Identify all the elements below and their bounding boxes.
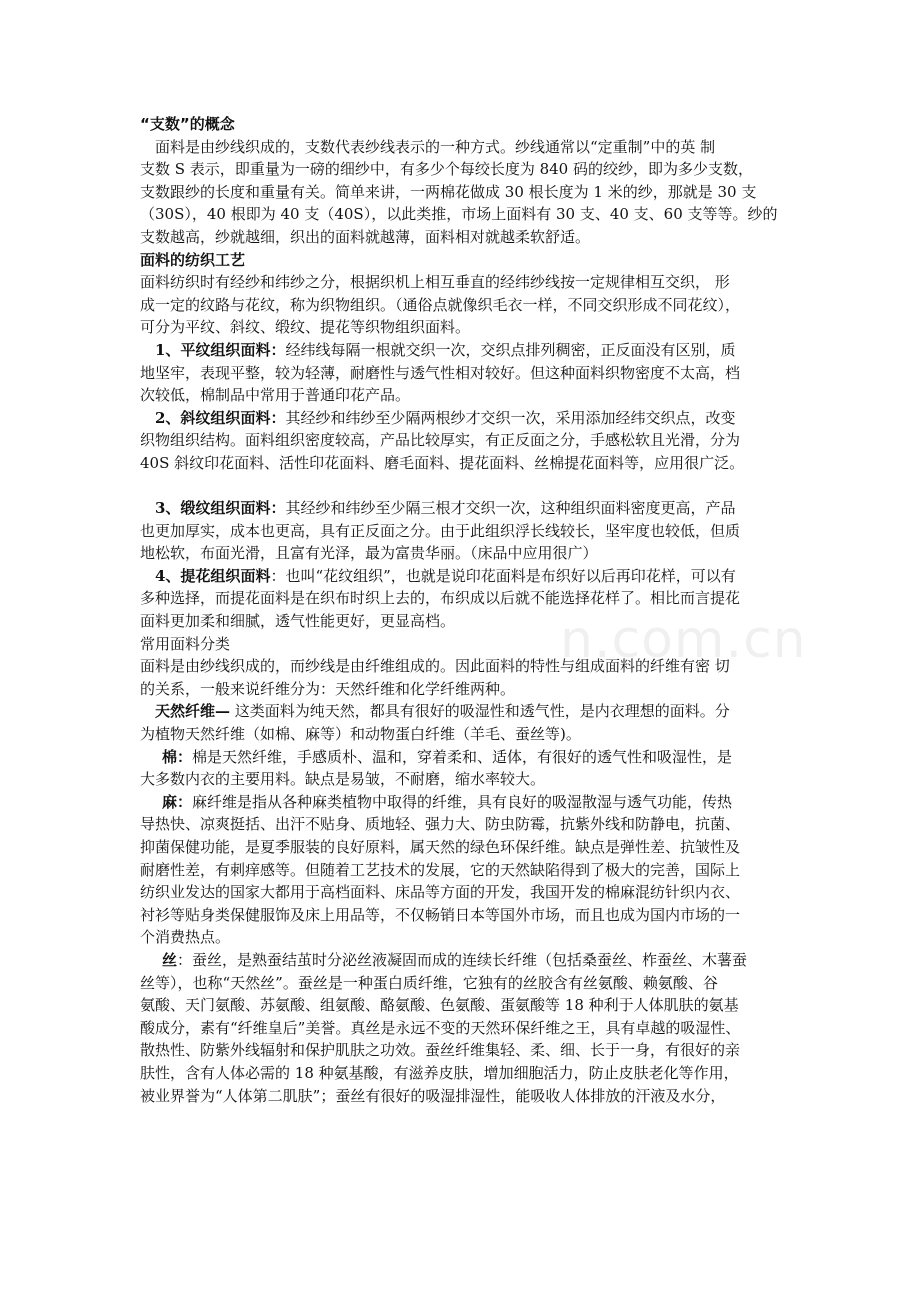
paragraph-line: 散热性、防紫外线辐射和保护肌肤之功效。蚕丝纤维集轻、柔、细、长于一身，有很好的亲: [140, 1041, 741, 1060]
item-text: 棉是天然纤维，手感质朴、温和，穿着柔和、适体，有很好的透气性和吸湿性，是: [192, 747, 733, 766]
cotton-entry: [140, 746, 780, 769]
paragraph-line: 酸成分，素有“纤维皇后”美誉。真丝是永远不变的天然环保纤维之王，具有卓越的吸湿性、: [140, 1018, 741, 1037]
paragraph-line: 面料是由纱线织成的，支数代表纱线表示的一种方式。纱线通常以“定重制”中的英 制: [155, 137, 716, 156]
paragraph-line: 纺织业发达的国家大都用于高档面料、床品等方面的开发，我国开发的棉麻混纺针织内衣、: [140, 883, 741, 902]
paragraph-line: 肤性，含有人体必需的 18 种氨基酸，有滋养皮肤，增加细胞活力，防止皮肤老化等作用，: [140, 1063, 739, 1082]
paragraph-line: 成一定的纹路与花纹，称为织物组织。（通俗点就像织毛衣一样，不同交织形成不同花纹），: [140, 295, 741, 314]
paragraph-line: 衬衫等贴身类保健服饰及床上用品等，不仅畅销日本等国外市场，而且也成为国内市场的一: [140, 905, 741, 924]
paragraph-line: （30S），40 根即为 40 支（40S），以此类推，市场上面料有 30 支、40 支、60 支等等。纱的: [140, 205, 778, 224]
paragraph-line: 个消费热点。: [140, 928, 231, 947]
paragraph-line: 40S 斜纹印花面料、活性印花面料、磨毛面料、提花面料、丝棉提花面料等，应用很广泛。: [140, 453, 745, 472]
heading-yarn-count: “支数”的概念: [140, 115, 235, 133]
natural-fiber-entry: [140, 700, 780, 723]
paragraph-line: 织物组织结构。面料组织密度较高，产品比较厚实，有正反面之分，手感松软且光滑，分为: [140, 431, 741, 450]
paragraph-line: 支数越高，纱就越细，织出的面料就越薄，面料相对就越柔软舒适。: [140, 227, 591, 246]
list-item-jacquard-weave: [140, 565, 780, 588]
paragraph-line: 支数 S 表示，即重量为一磅的细纱中，有多少个每绞长度为 840 码的绞纱，即为多少支数，: [140, 160, 753, 179]
paragraph-line: 地坚牢，表现平整，较为轻薄，耐磨性与透气性相对较好。但这种面料织物密度不太高，档: [140, 363, 741, 382]
paragraph-line: 次较低，棉制品中常用于普通印花产品。: [140, 386, 411, 405]
paragraph-line: 面料是由纱线织成的，而纱线是由纤维组成的。因此面料的特性与组成面料的纤维有密 切: [140, 657, 730, 676]
paragraph-line: 支数跟纱的长度和重量有关。简单来讲，一两棉花做成 30 根长度为 1 米的纱，那就是 30 支: [140, 182, 757, 201]
item-text: 其经纱和纬纱至少隔三根才交织一次，这种组织面料密度更高，产品: [285, 499, 736, 518]
item-text: 其经纱和纬纱至少隔两根纱才交织一次，采用添加经纬交织点，改变: [285, 408, 736, 427]
item-text: ：蚕丝，是熟蚕结茧时分泌丝液凝固而成的连续长纤维（包括桑蚕丝、柞蚕丝、木薯蚕: [177, 950, 748, 969]
paragraph-line: 也更加厚实，成本也更高，具有正反面之分。由于此组织浮长线较长，坚牢度也较低，但质: [140, 521, 741, 540]
heading-weaving-process: 面料的纺织工艺: [140, 250, 246, 269]
paragraph-line: 大多数内衣的主要用料。缺点是易皱，不耐磨，缩水率较大。: [140, 770, 546, 789]
paragraph-line: 氨酸、天门氨酸、苏氨酸、组氨酸、酪氨酸、色氨酸、蛋氨酸等 18 种利于人体肌肤的氨基: [140, 996, 739, 1015]
paragraph-line: 耐磨性差，有刺痒感等。但随着工艺技术的发展，它的天然缺陷得到了极大的完善，国际上: [140, 860, 741, 879]
blank-line: [140, 475, 780, 498]
list-item-plain-weave: [140, 339, 780, 362]
item-label: 3、缎纹组织面料：: [155, 499, 286, 518]
hemp-entry: [140, 791, 780, 814]
paragraph-line: 丝等），也称“天然丝”。蚕丝是一种蛋白质纤维，它独有的丝胶含有丝氨酸、赖氨酸、谷: [140, 973, 718, 992]
silk-entry: [140, 949, 780, 972]
item-text: ：也叫“花纹组织”，也就是说印花面料是布织好以后再印花样，可以有: [270, 566, 736, 585]
item-label: 天然纤维—: [155, 702, 231, 721]
item-label: 4、提花组织面料: [155, 566, 271, 585]
paragraph-line: 多种选择，而提花面料是在织布时织上去的，布织成以后就不能选择花样了。相比而言提花: [140, 589, 741, 608]
document-body: [140, 113, 780, 1107]
item-label: 丝: [162, 950, 178, 969]
item-label: 棉：: [162, 747, 193, 766]
paragraph-line: 面料纺织时有经纱和纬纱之分，根据织机上相互垂直的经纬纱线按一定规律相互交织， 形: [140, 273, 730, 292]
list-item-satin-weave: [140, 497, 780, 520]
paragraph-line: 地松软，布面光滑，且富有光泽，最为富贵华丽。（床品中应用很广）: [140, 544, 598, 563]
list-item-twill-weave: [140, 407, 780, 430]
item-text: 麻纤维是指从各种麻类植物中取得的纤维，具有良好的吸湿散湿与透气功能，传热: [192, 792, 733, 811]
item-label: 2、斜纹组织面料：: [155, 408, 286, 427]
paragraph-line: 为植物天然纤维（如棉、麻等）和动物蛋白纤维（羊毛、蚕丝等)。: [140, 725, 581, 744]
heading-fabric-categories: 常用面料分类: [140, 634, 231, 653]
paragraph-line: 导热快、凉爽挺括、出汗不贴身、质地轻、强力大、防虫防霉，抗紫外线和防静电，抗菌、: [140, 815, 741, 834]
watermark: n.com.cn: [560, 610, 807, 670]
item-text: 经纬线每隔一根就交织一次，交织点排列稠密，正反面没有区别，质: [285, 340, 736, 359]
item-label: 麻：: [162, 792, 193, 811]
item-text: 这类面料为纯天然，都具有很好的吸湿性和透气性，是内衣理想的面料。分: [230, 702, 730, 721]
paragraph-line: 可分为平纹、斜纹、缎纹、提花等织物组织面料。: [140, 318, 471, 337]
paragraph-line: 被业界誉为“人体第二肌肤”；蚕丝有很好的吸湿排湿性，能吸收人体排放的汗液及水分，: [140, 1086, 726, 1105]
paragraph-line: 面料更加柔和细腻，透气性能更好，更显高档。: [140, 612, 456, 631]
paragraph-line: 的关系，一般来说纤维分为：天然纤维和化学纤维两种。: [140, 679, 516, 698]
item-label: 1、平纹组织面料：: [155, 340, 286, 359]
paragraph-line: 抑菌保健功能，是夏季服装的良好原料，属天然的绿色环保纤维。缺点是弹性差、抗皱性及: [140, 838, 741, 856]
